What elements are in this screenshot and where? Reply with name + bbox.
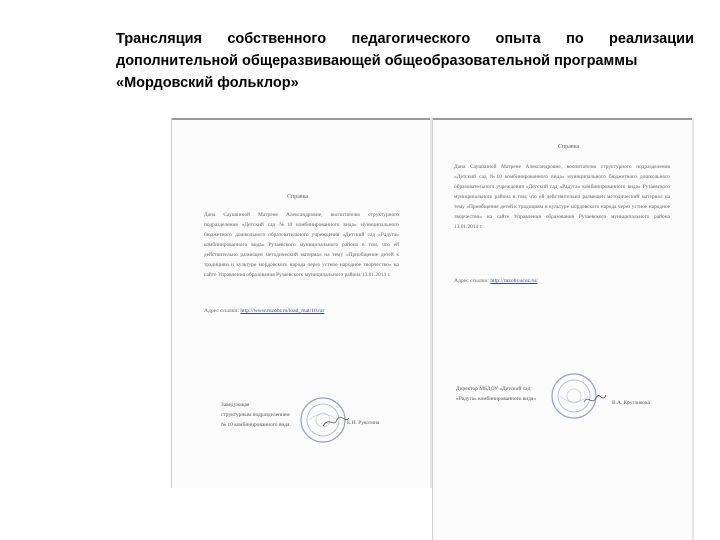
address-link[interactable]: http://ruzobr.ucoz.ru/ bbox=[490, 278, 538, 284]
signature-stroke-icon bbox=[582, 392, 608, 408]
signature-line-2: структурным подразделением bbox=[221, 412, 290, 418]
signature-line-2: «Радуга» комбинированного вида» bbox=[456, 396, 537, 402]
certificate-scan-right bbox=[432, 118, 694, 540]
certificate-body: Дана Саушкиной Матрене Александровне, воспитателю структурного подразделения «Детский сад №10 комбинированного вида» муниципального бюджетного дошкольного образовательного учреждения «Детский сад «Радуга» комбинированного вида» Рузаевского муниципального района в том, что ей действительно размещен методический материал на тему «Приобщение детей к традициям и культуре мордовского народа через устное народное творчество» на сайте Управления образования Рузаевского муниципального района 13.01.2014 г. bbox=[204, 212, 399, 278]
scan-left-edge bbox=[171, 118, 172, 488]
address-label: Адрес ссылки: bbox=[204, 308, 239, 314]
signature-name: Е.Н. Рукотина bbox=[347, 420, 380, 426]
scan-right-edge bbox=[692, 118, 694, 540]
certificate-body: Дана Саушкиной Матрене Александровне, воспитателю структурного подразделения «Детский сад №10 комбинированного вида» муниципального бюджетного дошкольного образовательного учреждения «Детский сад «Радуга» комбинированного вида» Рузаевского муниципального района в том, что ей действительно размещен методический материал на тему «Приобщение детей к традициям и культуре мордовского народа через устное народное творчество» на сайте Управления образования Рузаевского муниципального района 13.01.2014 г. bbox=[454, 164, 670, 230]
scan-top-edge bbox=[432, 118, 694, 120]
slide-title-line-3: «Мордовский фольклор» bbox=[116, 75, 299, 91]
address-label: Адрес ссылки: bbox=[454, 278, 489, 284]
scan-left-edge bbox=[432, 118, 433, 540]
address-link[interactable]: http://www.ruzobr.ru/load_mat/10.rar bbox=[240, 308, 325, 314]
certificate-address bbox=[204, 308, 404, 314]
signature-line-1: Заведующая bbox=[221, 402, 250, 408]
slide-title-line-2: дополнительной общеразвивающей общеобразовательной программы bbox=[116, 53, 638, 69]
signature-name: В.А. Кругликова bbox=[612, 400, 650, 406]
certificate-address bbox=[454, 278, 674, 284]
certificate-heading: Справка bbox=[558, 144, 580, 150]
signature-line-1: Директор МБДОУ «Детский сад bbox=[456, 386, 531, 392]
slide-title-line-1: Трансляция собственного педагогического опыта по реализации bbox=[116, 31, 694, 47]
scan-top-edge bbox=[171, 118, 432, 120]
certificate-scan-left bbox=[171, 118, 433, 488]
slide-title bbox=[116, 28, 694, 94]
certificate-heading: Справка bbox=[287, 194, 309, 200]
signature-stroke-icon bbox=[321, 414, 351, 430]
signature-line-3: № 10 комбинированного вида bbox=[221, 422, 290, 428]
